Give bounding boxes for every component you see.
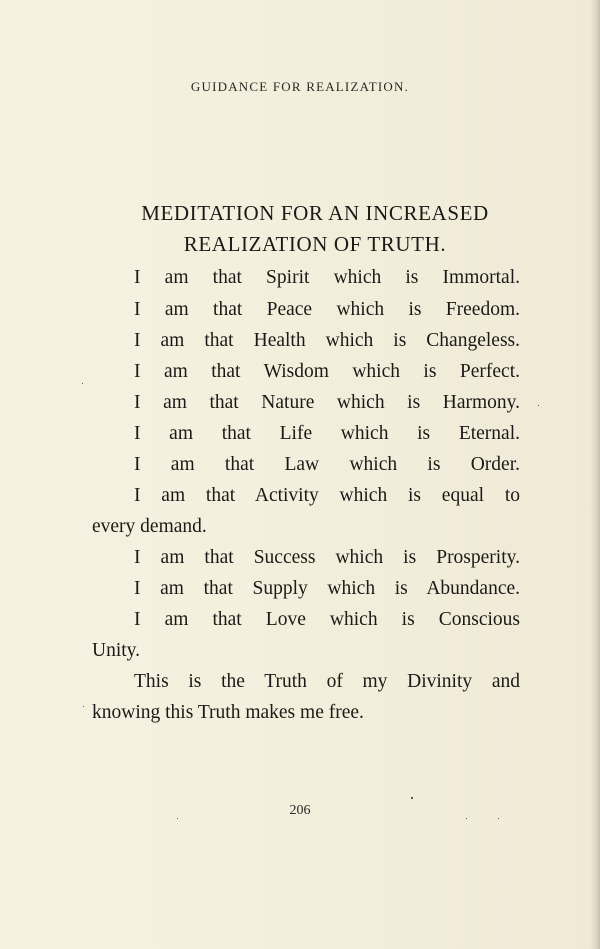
print-speck	[466, 818, 467, 819]
affirmation-line: I am that Life which is Eternal.	[134, 423, 520, 444]
print-speck	[538, 405, 539, 406]
affirmation-line: I am that Health which is Changeless.	[134, 330, 520, 351]
print-speck	[83, 706, 84, 707]
affirmation-paragraph	[92, 480, 520, 542]
affirmation-line: I am that Supply which is Abundance.	[134, 578, 520, 599]
page-number: 206	[289, 803, 311, 818]
affirmation-line: I am that Spirit which is Immortal.	[134, 267, 520, 288]
closing-continuation: knowing this Truth makes me free.	[92, 702, 364, 723]
affirmation-continuation: Unity.	[92, 640, 141, 661]
affirmation-line: I am that Law which is Order.	[134, 454, 520, 475]
title-line-2: REALIZATION OF TRUTH.	[183, 232, 447, 256]
closing-line: This is the Truth of my Divinity and	[134, 671, 520, 692]
print-speck	[498, 818, 499, 819]
affirmation-line: I am that Love which is Conscious	[134, 609, 520, 630]
print-speck	[82, 383, 83, 384]
affirmation-line: I am that Nature which is Harmony.	[134, 392, 520, 413]
closing-paragraph	[92, 666, 520, 728]
affirmation-continuation: every demand.	[92, 516, 207, 537]
affirmation-line: I am that Wisdom which is Perfect.	[134, 361, 520, 382]
print-speck	[411, 797, 413, 799]
print-speck	[177, 818, 178, 819]
running-head: GUIDANCE FOR REALIZATION.	[190, 79, 410, 94]
affirmation-line: I am that Success which is Prosperity.	[134, 547, 520, 568]
affirmation-line: I am that Activity which is equal to	[134, 485, 520, 506]
affirmation-paragraph	[92, 604, 520, 666]
title-line-1: MEDITATION FOR AN INCREASED	[141, 201, 489, 225]
affirmation-line: I am that Peace which is Freedom.	[134, 299, 520, 320]
meditation-title	[92, 198, 538, 260]
